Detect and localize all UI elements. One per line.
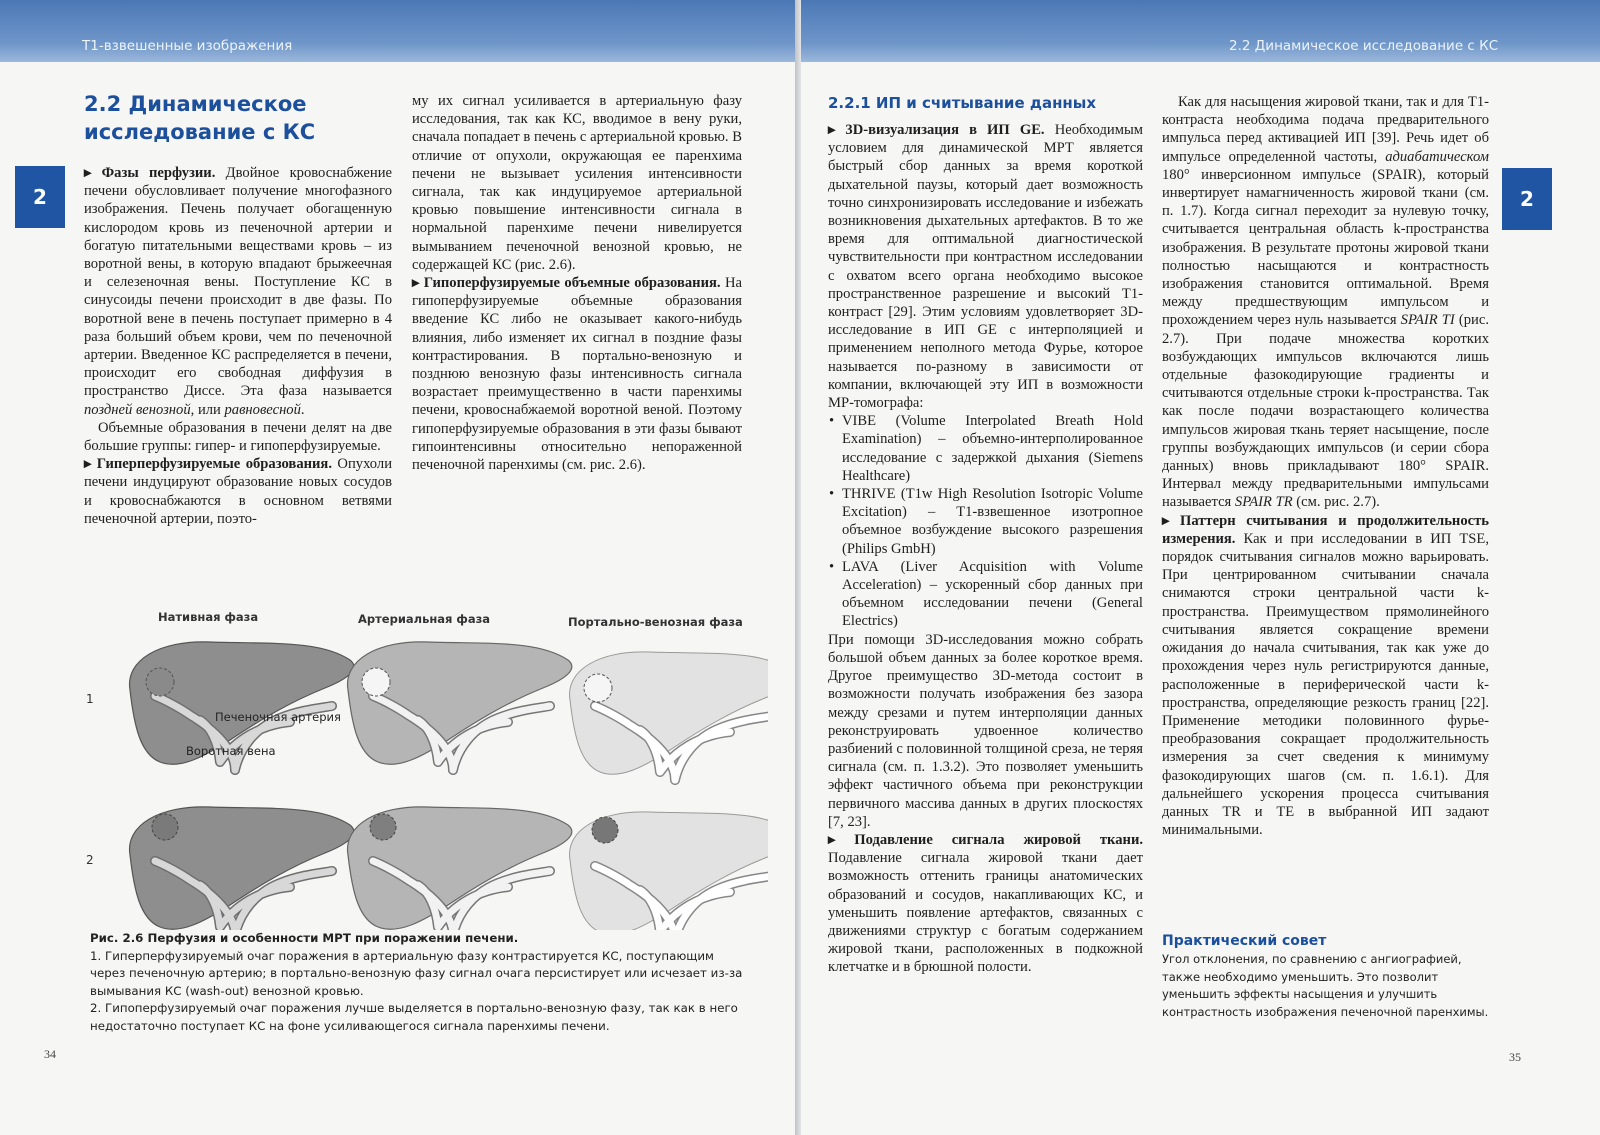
subsection-heading: 2.2.1 ИП и считывание данных	[828, 94, 1097, 112]
chapter-tab: 2	[1502, 168, 1552, 230]
bullet-list	[828, 412, 1143, 630]
liver-arterial-2	[348, 807, 572, 930]
right-page	[801, 0, 1600, 1135]
paragraph: При помощи 3D-исследования можно собрать большой объем данных за более короткое время. Другое преимущество 3D-метода состоит в возможности получать изображения без зазора между срезами и путем интерполяции данных реконструировать удвоенное количество разбиений с половинной толщиной среза, не теряя сигнала (см. п. 1.3.2). Это позволяет уменьшить эффект частичного объема при реконструкции первичного массива данных в других плоскостях [7, 23].	[828, 631, 1143, 830]
phase-label: Портально-венозная фаза	[568, 615, 743, 629]
running-header-text: T1-взвешенные изображения	[82, 38, 293, 54]
caption-line: 2. Гипоперфузируемый очаг поражения лучше выделяется в портально-венозную фазу, так как в него недостаточно поступает КС на фоне усиливающегося сигнала паренхимы печени.	[90, 1001, 738, 1033]
running-header-text: 2.2 Динамическое исследование с КС	[1229, 38, 1499, 54]
list-item: • THRIVE (T1w High Resolution Isotropic Volume Excitation) – T1-взвешенное изотропное объемное возбуждение высокого разрешения (Philips GmbH)	[828, 485, 1143, 558]
liver-arterial-1	[348, 642, 572, 770]
section-heading: 2.2 Динамическое исследование с КС	[84, 92, 316, 144]
liver-portal-2	[570, 812, 768, 930]
liver-portal-1	[570, 652, 768, 780]
chapter-tab: 2	[15, 166, 65, 228]
paragraph: ▸ Паттерн считывания и продолжительность измерения. Как и при исследовании в ИП TSE, порядок считывания сигналов можно варьировать. При центрированном считывании сначала снимаются строки центральной части k-пространства. Преимуществом прямолинейного считывания является сокращение времени ожидания до начала считывания, так как уже до прохождения через нуль регистрируются данные, расположенные в периферической части k-пространства, определяющие резкость границ [22]. Применение методики половинного фурье-преобразования сокращает продолжительность измерения за счет сведения к минимуму фазокодирующих шагов (см. п. 1.6.1). Для дальнейшего ускорения процесса считывания данных TR и TE в выбранной ИП задают минимальными.	[1162, 512, 1489, 839]
running-header-right	[801, 0, 1600, 62]
left-column-2	[412, 92, 742, 474]
page-number: 34	[44, 1047, 56, 1061]
paragraph: ▸ Подавление сигнала жировой ткани. Подавление сигнала жировой ткани дает возможность оттенить границы анатомических образований и сосудов, накапливающих КС, и уменьшить появление артефактов, связанных с движениями структур с богатым содержанием жировой ткани, расположенных в подкожной клетчатке и в брюшной полости.	[828, 831, 1143, 976]
label-hepatic-artery: Печеночная артерия	[215, 710, 341, 724]
figure-caption	[90, 930, 750, 1035]
running-header-left	[0, 0, 795, 62]
paragraph: Объемные образования в печени делят на две большие группы: гипер- и гипоперфузируемые.	[84, 419, 392, 455]
tip-title: Практический совет	[1162, 933, 1327, 949]
paragraph: ▸ Гипоперфузируемые объемные образования. На гипоперфузируемые объемные образования введение КС либо не оказывает какого-нибудь влияния, либо изменяет их сигнал в поздние фазы контрастирования. В портально-венозную и позднюю венозную фазы интенсивность сигнала возрастает преимущественно в части паренхимы печени, кровоснабжаемой воротной веной. Поэтому гипоперфузируемые образования в эти фазы бывают гипоинтенсивны относительно непораженной печеночной паренхимы (см. рис. 2.6).	[412, 275, 742, 474]
row-label: 2	[86, 853, 94, 867]
list-item: • LAVA (Liver Acquisition with Volume Acceleration) – ускоренный сбор данных при объемном исследовании печени (General Electrics)	[828, 558, 1143, 631]
paragraph: Как для насыщения жировой ткани, так и для T1-контраста необходима подача предварительного импульса перед активацией ИП [39]. Речь идет об импульсе определенной частоты, адиабатическом 180° инверсионном импульсе (SPAIR), который инвертирует намагниченность жировой ткани (см. п. 1.7). Когда сигнал переходит за нулевую точку, считывается центральная область k-пространства изображения. В результате протоны жировой ткани полностью насыщаются и контрастность изображения становится оптимальной. Время между предшествующим импульсом и прохождением через нуль называется SPAIR TI (рис. 2.7). При подаче множества коротких возбуждающих импульсов включаются лишь отдельные фазокодирующие градиенты и считываются отдельные строки k-пространства. Так как после подачи возрастающего количества импульсов жировая ткань теряет насыщение, после группы возбуждающих импульсов (и серии сбора данных) вновь прикладывают 180° SPAIR. Интервал между предварительными импульсами называется SPAIR TR (см. рис. 2.7).	[1162, 94, 1489, 511]
paragraph: ▸ 3D-визуализация в ИП GE. Необходимым условием для динамической МРТ является быстрый сбор данных за время короткой дыхательной паузы, который дает возможность точно синхронизировать исследование и избежать возникновения дыхательных артефактов. В то же время для оптимальной диагностической чувствительности при контрастном исследовании с охватом всего органа необходимо высокое пространственное разрешение и высокий T1-контраст [29]. Этим условиям удовлетворяет 3D-исследование в ИП GE с интерполяцией и применением неполного метода Фурье, которое называется по-разному в зависимости от компании, включающей эту ИП в возможности МР-томографа:	[828, 122, 1144, 412]
paragraph: ▸ Фазы перфузии. Двойное кровоснабжение печени обусловливает получение многофазного изображения. Печень получает обогащенную кислородом кровь из печеночной артерии и богатую питательными веществами кровь – из воротной вены, в которую впадают брыжеечная и селезеночная вены. Поступление КС в синусоиды печени происходит в две фазы. По воротной вене в печень поступает примерно в 4 раза больший объем крови, чем по печеночной артерии. Введенное КС распределяется в печени, происходит его свободная диффузия в пространство Диссе. Эта фаза называется поздней венозной, или равновесной.	[84, 165, 393, 418]
phase-label: Нативная фаза	[158, 610, 259, 624]
tip-text: Угол отклонения, по сравнению с ангиографией, также необходимо уменьшить. Это позволит уменьшить эффекты насыщения и улучшить контрастность изображения печеночной паренхимы.	[1162, 952, 1489, 1019]
page-number: 35	[1509, 1050, 1521, 1064]
paragraph: му их сигнал усиливается в артериальную фазу исследования, так как КС, вводимое в вену руки, сначала попадает в печень с артериальной кровью. В отличие от опухоли, окружающая ее паренхима печени не вызывает усиления интенсивности сигнала, так как индуцируемое артериальной кровью повышение интенсивности сигнала в нормальной паренхиме печени нивелируется вымыванием печеночной венозной кровью, не содержащей КС (рис. 2.6).	[412, 93, 742, 273]
phase-label: Артериальная фаза	[358, 612, 491, 626]
caption-title: Рис. 2.6 Перфузия и особенности МРТ при поражении печени.	[90, 931, 519, 945]
liver-diagram	[78, 600, 768, 930]
label-portal-vein: Воротная вена	[186, 744, 276, 758]
left-page	[0, 0, 795, 1135]
row-label: 1	[86, 692, 94, 706]
figure-liver-perfusion	[78, 600, 768, 930]
right-column-2	[1162, 93, 1489, 839]
caption-line: 1. Гиперперфузируемый очаг поражения в артериальную фазу контрастируется КС, поступающим через печеночную артерию; в портально-венозную фазу сигнал очага персистирует или исчезает из-за вымывания КС (wash-out) венозной кровью.	[90, 948, 743, 998]
list-item: • VIBE (Volume Interpolated Breath Hold Examination) – объемно-интерполированное исследование с задержкой дыхания (Siemens Healthcare)	[828, 412, 1143, 485]
left-column-1	[84, 90, 392, 528]
practical-tip-box	[1162, 933, 1489, 1021]
liver-native-2	[130, 807, 354, 930]
right-column-1	[828, 93, 1143, 977]
paragraph: ▸ Гиперперфузируемые образования. Опухоли печени индуцируют образование новых сосудов и кровоснабжаются в основном ветвями печеночной артерии, поэто-	[84, 456, 393, 527]
